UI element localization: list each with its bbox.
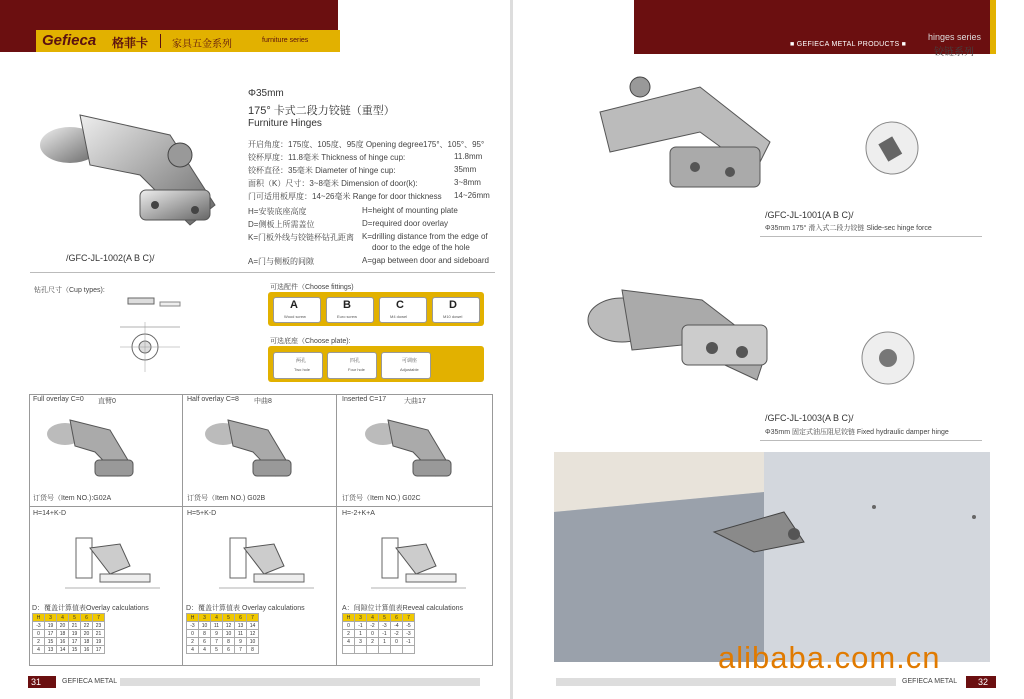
- calc-label: D：覆盖计算值表 Overlay calculations: [186, 605, 305, 612]
- calc-cell: 22: [81, 622, 93, 630]
- note-right: D=required door overlay: [362, 219, 449, 228]
- calc-cell: 4: [187, 646, 199, 654]
- calc-table: [342, 613, 415, 654]
- spec-value: 14~26mm: [454, 191, 490, 200]
- overlay-item: 订货号（Item NO.) G02C: [342, 495, 421, 502]
- overlay-formula: H=5+K-D: [187, 510, 217, 517]
- header-dark-block: [0, 0, 38, 52]
- slide-hinge-image: [580, 72, 790, 202]
- overlay-cn: 中曲8: [254, 398, 272, 405]
- calc-cell: 4: [211, 614, 223, 622]
- calc-cell: 3: [355, 614, 367, 622]
- plate-cn: 两孔: [296, 358, 307, 364]
- calc-cell: 5: [223, 614, 235, 622]
- overlay-diagram: [366, 518, 476, 596]
- overlay-title: Inserted C=17: [342, 396, 387, 403]
- grid-row-divider: [29, 506, 493, 507]
- calc-cell: 10: [247, 638, 259, 646]
- overlay-diagram: [60, 518, 170, 596]
- calc-cell: 8: [247, 646, 259, 654]
- fitting-text: M4 dowel: [390, 314, 408, 319]
- calc-cell: 5: [379, 614, 391, 622]
- fitting-letter: B: [343, 299, 351, 311]
- calc-cell: 17: [69, 638, 81, 646]
- calc-row: [343, 646, 415, 654]
- product-size: Φ35mm: [248, 88, 284, 99]
- calc-cell: 5: [69, 614, 81, 622]
- calc-cell: -2: [391, 630, 403, 638]
- brand-logo: Gefieca: [42, 32, 97, 49]
- right-desc: Φ35mm 175° 滑入式二段力铰链 Slide-sec hinge force: [765, 225, 932, 232]
- fitting-letter: D: [449, 299, 457, 311]
- calc-cell: -5: [403, 622, 415, 630]
- note-left: A=门与侧板的间隙: [248, 257, 315, 266]
- calc-cell: 0: [187, 630, 199, 638]
- calc-row: [343, 638, 415, 646]
- calc-cell: 19: [45, 622, 57, 630]
- calc-cell: 0: [33, 630, 45, 638]
- overlay-title: Full overlay C=0: [33, 396, 84, 403]
- detail-circle-1: [864, 120, 920, 176]
- calc-label: D：覆盖计算值表Overlay calculations: [32, 605, 149, 612]
- calc-table: [186, 613, 259, 654]
- calc-cell: 10: [223, 630, 235, 638]
- cabinet-photo: [554, 452, 990, 662]
- fitting-letter: C: [396, 299, 404, 311]
- main-hinge-image: [30, 95, 230, 235]
- calc-cell: 9: [211, 630, 223, 638]
- calc-cell: [355, 646, 367, 654]
- note-left: K=门板外线与铰链杯钻孔距离: [248, 233, 355, 242]
- note-left: D=侧板上所需盖位: [248, 220, 315, 229]
- plate-cn: 四孔: [350, 358, 361, 364]
- calc-cell: 2: [187, 638, 199, 646]
- spec-label: 面积（K）尺寸：3~8毫米 Dimension of door(k):: [248, 179, 418, 188]
- calc-cell: 13: [45, 646, 57, 654]
- calc-cell: [403, 646, 415, 654]
- plate-en: Four hole: [348, 367, 365, 372]
- calc-cell: [391, 646, 403, 654]
- calc-cell: 3: [199, 614, 211, 622]
- note-right: A=gap between door and sideboard: [362, 256, 489, 265]
- calc-row: [187, 638, 259, 646]
- grid-col-divider: [336, 394, 337, 666]
- overlay-hinge-image: [40, 412, 140, 482]
- plate-en: Two hole: [294, 367, 311, 372]
- spec-label: 铰杯直径：35毫米 Diameter of hinge cup:: [248, 166, 396, 175]
- overlay-cn: 大曲17: [404, 398, 426, 405]
- calc-cell: 6: [235, 614, 247, 622]
- calc-cell: 19: [93, 638, 105, 646]
- calc-cell: 9: [235, 638, 247, 646]
- calc-cell: 6: [199, 638, 211, 646]
- calc-cell: 8: [199, 630, 211, 638]
- calc-row: [187, 646, 259, 654]
- note-left: H=安装底座高度: [248, 207, 307, 216]
- note-right: K=drilling distance from the edge of: [362, 232, 488, 241]
- right-header-gold: [990, 0, 996, 54]
- fittings-label: 可选配件（Choose fittings): [270, 284, 354, 291]
- header-separator: [160, 34, 161, 48]
- spec-label: 门可适用板厚度：14~26毫米 Range for door thickness: [248, 192, 442, 201]
- cup-types-label: 钻孔尺寸（Cup types):: [34, 287, 105, 294]
- calc-cell: 23: [93, 622, 105, 630]
- main-model: /GFC-JL-1002(A B C)/: [66, 253, 155, 263]
- calc-cell: 7: [235, 646, 247, 654]
- fitting-text: M10 dowel: [443, 314, 463, 319]
- calc-cell: 11: [211, 622, 223, 630]
- metal-products-label: ■ GEFIECA METAL PRODUCTS ■: [790, 41, 907, 48]
- calc-cell: 1: [355, 630, 367, 638]
- calc-cell: H: [187, 614, 199, 622]
- series-cn: 铰链系列: [934, 47, 974, 58]
- footer-brand-left: GEFIECA METAL: [62, 678, 118, 685]
- calc-cell: 6: [81, 614, 93, 622]
- page-divider: [510, 0, 513, 699]
- calc-cell: H: [343, 614, 355, 622]
- calc-cell: 4: [33, 646, 45, 654]
- overlay-item: 订货号（Item NO.):G02A: [33, 495, 112, 502]
- calc-cell: 10: [199, 622, 211, 630]
- calc-cell: 11: [235, 630, 247, 638]
- fitting-letter: A: [290, 299, 298, 311]
- calc-cell: 4: [343, 638, 355, 646]
- calc-cell: 8: [223, 638, 235, 646]
- calc-cell: 4: [57, 614, 69, 622]
- fitting-text: Euro screw: [337, 314, 358, 319]
- calc-cell: -4: [391, 622, 403, 630]
- calc-cell: -3: [187, 622, 199, 630]
- watermark: alibaba.com.cn: [718, 640, 941, 675]
- calc-cell: 17: [93, 646, 105, 654]
- calc-cell: 20: [57, 622, 69, 630]
- calc-cell: 19: [69, 630, 81, 638]
- overlay-title: Half overlay C=8: [187, 396, 239, 403]
- calc-cell: 7: [247, 614, 259, 622]
- category-en: furniture series: [262, 37, 309, 44]
- calc-row: [33, 646, 105, 654]
- calc-cell: 18: [57, 630, 69, 638]
- calc-cell: 20: [81, 630, 93, 638]
- calc-cell: 21: [93, 630, 105, 638]
- overlay-hinge-image: [358, 412, 458, 482]
- spec-value: 35mm: [454, 165, 477, 174]
- plate-cn: 可调座: [402, 358, 418, 364]
- calc-cell: -3: [33, 622, 45, 630]
- spec-value: 175°、105°、95°: [423, 140, 485, 149]
- calc-cell: [367, 646, 379, 654]
- fitting-text: Wood screw: [284, 314, 306, 319]
- overlay-item: 订货号（Item NO.) G02B: [187, 495, 266, 502]
- calc-cell: 0: [367, 630, 379, 638]
- calc-cell: -1: [355, 622, 367, 630]
- footer-bar-left: [120, 678, 480, 686]
- calc-cell: 6: [391, 614, 403, 622]
- calc-cell: 7: [211, 638, 223, 646]
- hydraulic-hinge-image: [582, 270, 792, 400]
- plate-en: Adjustable: [400, 367, 419, 372]
- section-rule: [30, 272, 495, 273]
- calc-cell: -2: [367, 622, 379, 630]
- rule: [760, 236, 982, 237]
- overlay-formula: H=-2+K+A: [342, 510, 375, 517]
- header-dark-band: [38, 0, 338, 30]
- cup-drawing: [100, 292, 210, 382]
- calc-row: [343, 630, 415, 638]
- calc-cell: 4: [367, 614, 379, 622]
- product-title-en: Furniture Hinges: [248, 118, 322, 129]
- calc-cell: 7: [403, 614, 415, 622]
- detail-circle-2: [860, 330, 916, 386]
- calc-cell: -3: [403, 630, 415, 638]
- overlay-cn: 直臂0: [98, 398, 116, 405]
- spec-label: 铰杯厚度：11.8毫米 Thickness of hinge cup:: [248, 153, 406, 162]
- calc-cell: 12: [223, 622, 235, 630]
- footer-page-right: 32: [978, 677, 989, 687]
- calc-row: [187, 614, 259, 622]
- calc-cell: 16: [57, 638, 69, 646]
- calc-row: [33, 614, 105, 622]
- brand-logo-cn: 格菲卡: [112, 36, 149, 50]
- calc-row: [33, 638, 105, 646]
- calc-row: [33, 630, 105, 638]
- calc-cell: [343, 646, 355, 654]
- note-right: door to the edge of the hole: [372, 243, 470, 252]
- calc-cell: 1: [379, 638, 391, 646]
- calc-cell: 14: [247, 622, 259, 630]
- category-cn: 家具五金系列: [172, 39, 232, 50]
- calc-cell: 6: [223, 646, 235, 654]
- product-title-cn: 175° 卡式二段力铰链（重型）: [248, 105, 395, 117]
- calc-label: A：间隙位计算值表Reveal calculations: [342, 605, 463, 612]
- calc-cell: -1: [379, 630, 391, 638]
- overlay-hinge-image: [198, 412, 298, 482]
- calc-cell: 3: [45, 614, 57, 622]
- footer-brand-right: GEFIECA METAL: [902, 678, 958, 685]
- calc-cell: 2: [33, 638, 45, 646]
- calc-cell: 3: [355, 638, 367, 646]
- spec-label: 开启角度：175度、105度、95度 Opening degree: [248, 140, 424, 149]
- calc-cell: 17: [45, 630, 57, 638]
- calc-cell: 12: [247, 630, 259, 638]
- calc-row: [187, 630, 259, 638]
- overlay-formula: H=14+K-D: [33, 510, 67, 517]
- overlay-diagram: [214, 518, 324, 596]
- calc-cell: 2: [367, 638, 379, 646]
- calc-cell: 21: [69, 622, 81, 630]
- calc-cell: 0: [343, 622, 355, 630]
- series-en: hinges series: [928, 32, 982, 42]
- calc-table: [32, 613, 105, 654]
- calc-cell: 0: [391, 638, 403, 646]
- spec-value: 11.8mm: [454, 152, 483, 161]
- calc-cell: -3: [379, 622, 391, 630]
- calc-cell: [379, 646, 391, 654]
- calc-cell: 7: [93, 614, 105, 622]
- calc-row: [343, 614, 415, 622]
- footer-bar-right: [556, 678, 896, 686]
- plates-label: 可选底座（Choose plate):: [270, 338, 351, 345]
- calc-cell: 16: [81, 646, 93, 654]
- rule: [760, 440, 982, 441]
- grid-col-divider: [182, 394, 183, 666]
- calc-cell: 14: [57, 646, 69, 654]
- right-model: /GFC-JL-1001(A B C)/: [765, 210, 854, 220]
- calc-row: [343, 622, 415, 630]
- calc-cell: 15: [69, 646, 81, 654]
- calc-row: [33, 622, 105, 630]
- right-model: /GFC-JL-1003(A B C)/: [765, 413, 854, 423]
- calc-row: [187, 622, 259, 630]
- right-desc: Φ35mm 固定式油压阻尼铰链 Fixed hydraulic damper hinge: [765, 429, 949, 436]
- footer-page-left: 31: [31, 677, 42, 687]
- calc-cell: 13: [235, 622, 247, 630]
- calc-cell: 15: [45, 638, 57, 646]
- calc-cell: 2: [343, 630, 355, 638]
- calc-cell: 5: [211, 646, 223, 654]
- note-right: H=height of mounting plate: [362, 206, 458, 215]
- calc-cell: H: [33, 614, 45, 622]
- calc-cell: 4: [199, 646, 211, 654]
- spec-value: 3~8mm: [454, 178, 481, 187]
- calc-cell: -1: [403, 638, 415, 646]
- calc-cell: 18: [81, 638, 93, 646]
